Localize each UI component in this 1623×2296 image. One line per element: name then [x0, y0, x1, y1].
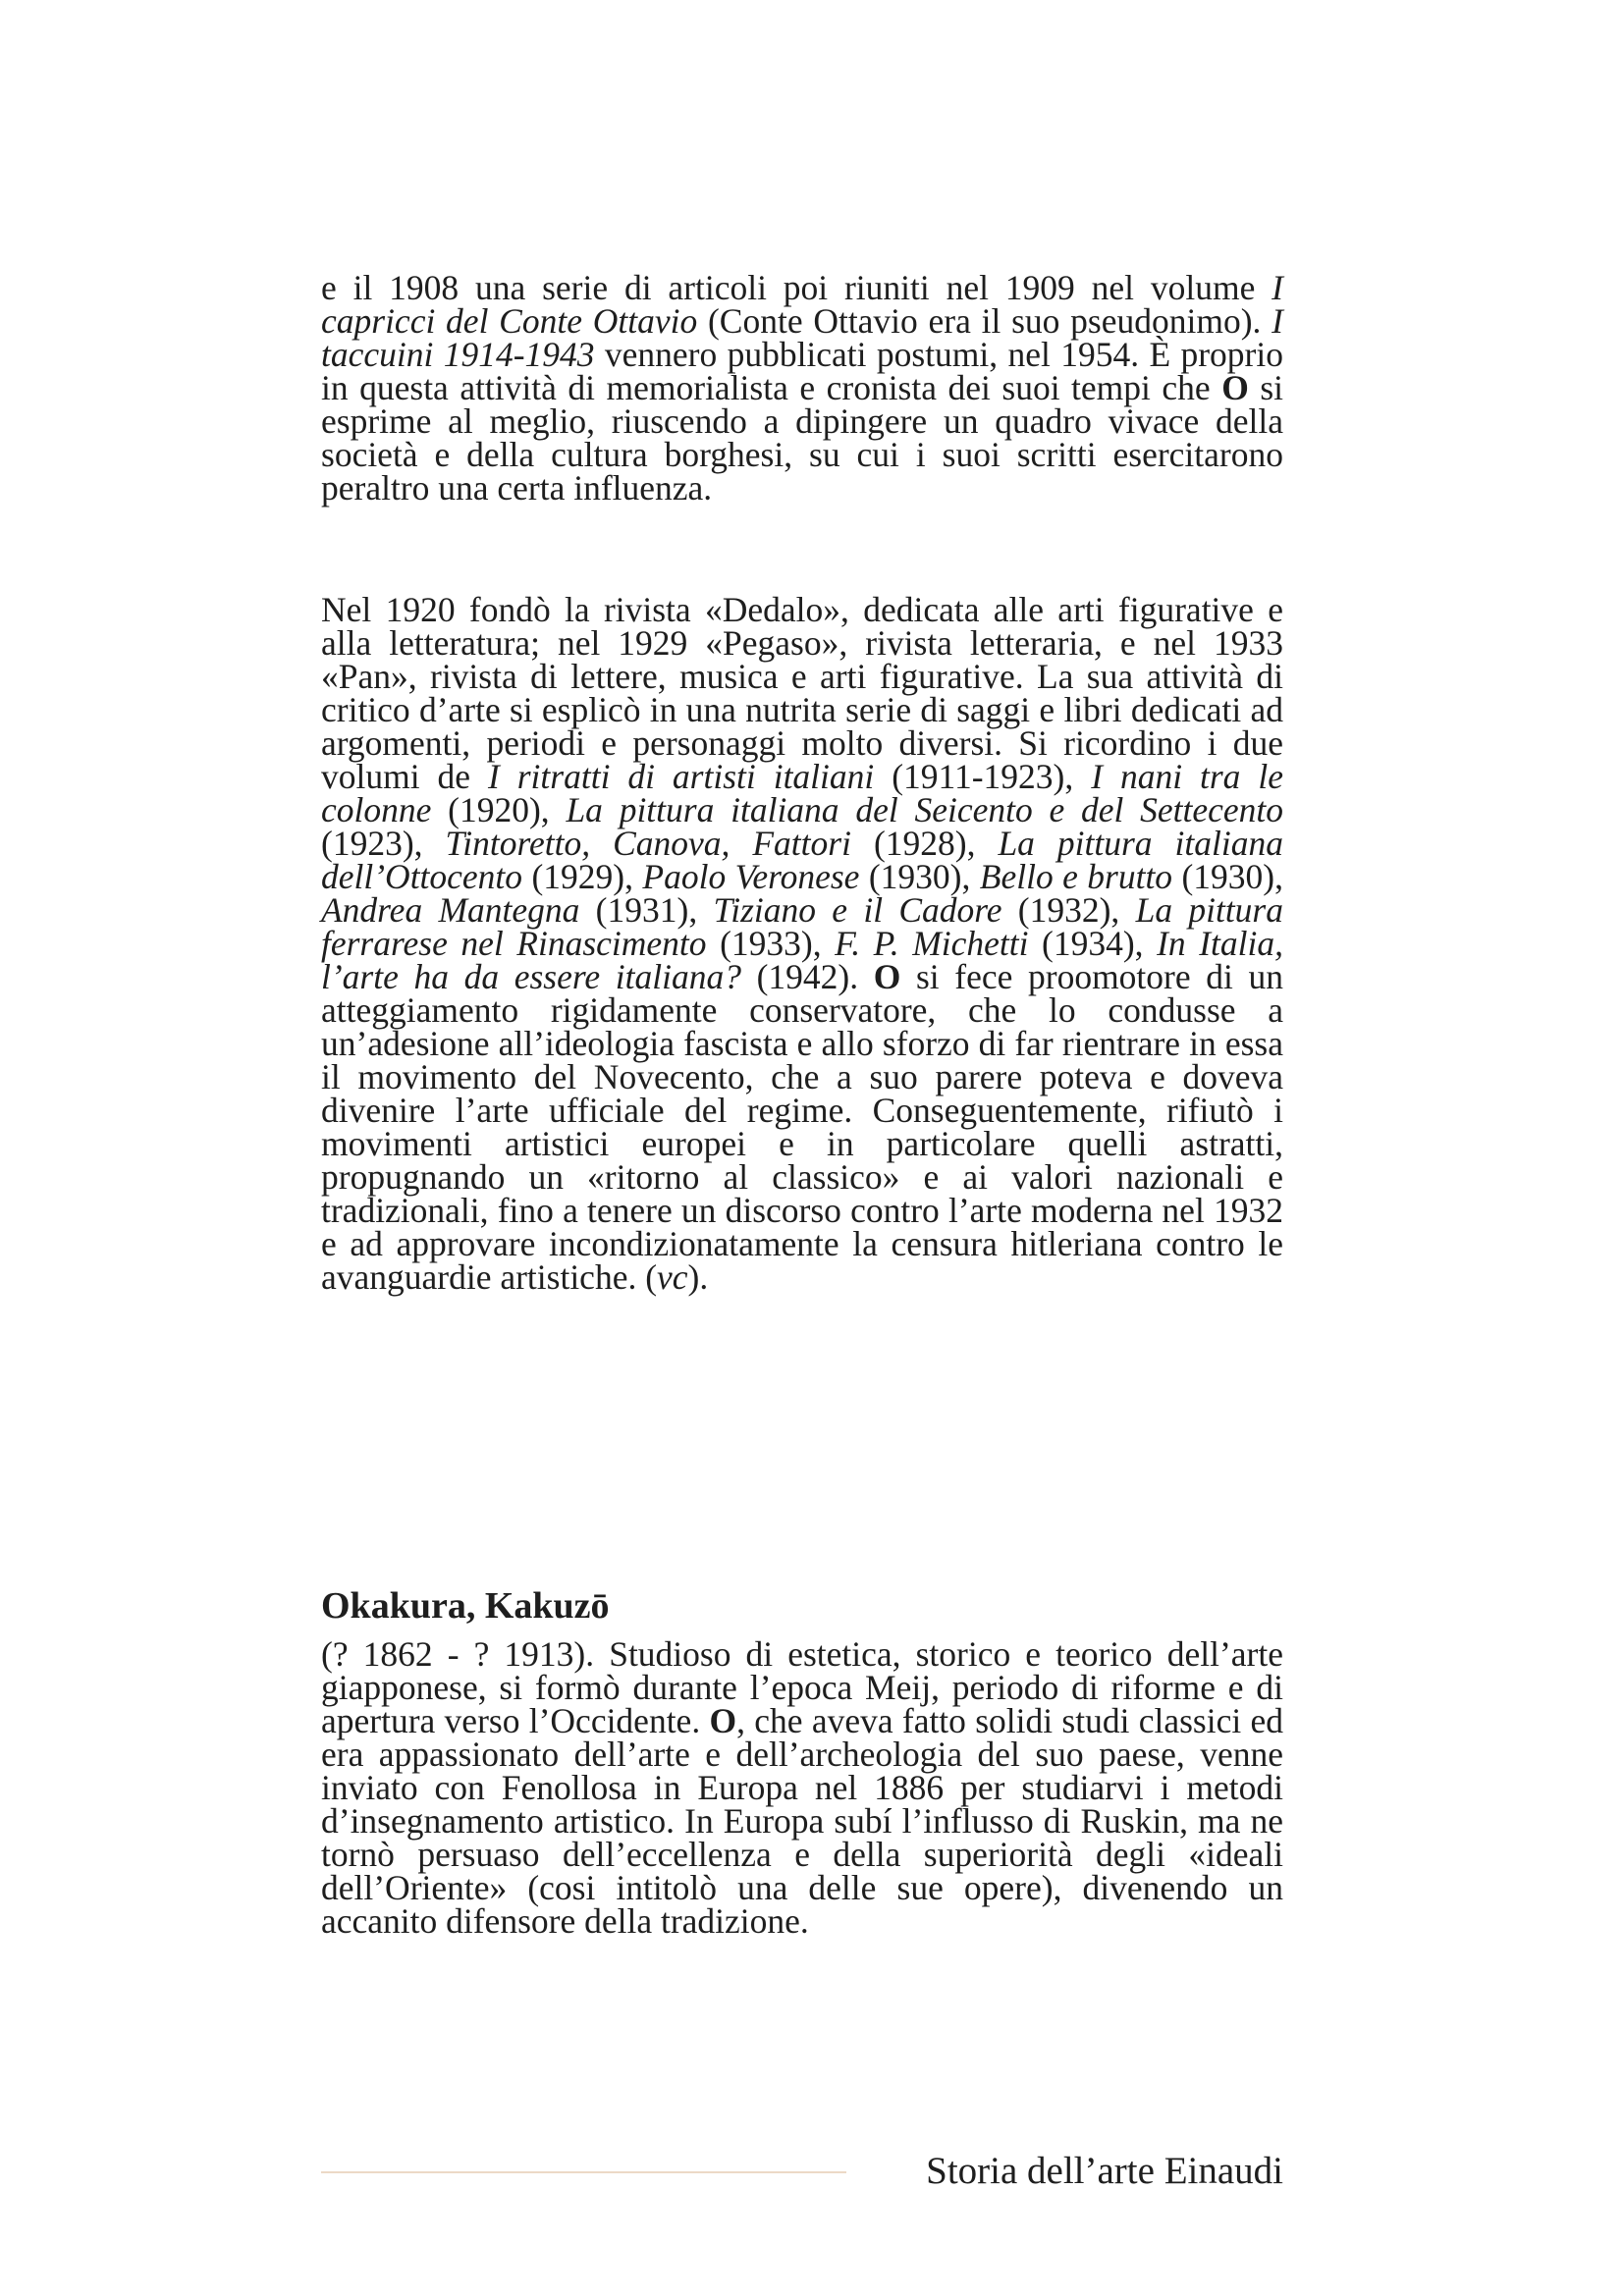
- text-run: (1928),: [850, 824, 999, 863]
- text-run: (Conte Ottavio era il suo pseudonimo).: [697, 301, 1272, 341]
- text-run: (1942).: [740, 957, 874, 996]
- italic-title: La pittura italiana dell’Ottocento: [321, 824, 1283, 896]
- text-run: (1934),: [1028, 924, 1158, 963]
- italic-title: La pittura ferrarese nel Rinascimento: [321, 890, 1283, 963]
- text-run: (? 1862 - ? 1913). Studioso di estetica, storico e teorico dell’arte giapponese, si formò durante l’epoca Meij, periodo di riforme e di apertura verso l’Occidente.: [321, 1634, 1283, 1740]
- text-run: e il 1908 una serie di articoli poi riuniti nel 1909 nel volume: [321, 268, 1272, 307]
- text-block-1: [321, 268, 1283, 507]
- italic-title: I capricci del Conte Ottavio: [321, 268, 1283, 341]
- text-run: ).: [687, 1257, 709, 1297]
- italic-title: Paolo Veronese: [642, 857, 860, 896]
- paragraph: [321, 590, 1283, 1297]
- text-run: (1920),: [431, 790, 567, 829]
- italic-title: Bello e brutto: [979, 857, 1173, 896]
- italic-title: Andrea Mantegna: [321, 890, 580, 930]
- footer-rule: [321, 2171, 846, 2173]
- italic-title: I nani tra le colonne: [321, 757, 1283, 829]
- text-run: (1929),: [522, 857, 643, 896]
- italic-title: Tintoretto, Canova, Fattori: [445, 824, 851, 863]
- italic-title: F. P. Michetti: [835, 924, 1029, 963]
- text-run: (1930),: [1172, 857, 1283, 896]
- italic-title: I ritratti di artisti italiani: [487, 757, 875, 796]
- text-block-2: [321, 590, 1283, 1297]
- footer-title: Storia dell’arte Einaudi: [926, 2150, 1283, 2192]
- subject-initial: O: [709, 1701, 737, 1740]
- italic-title: Tiziano e il Cadore: [713, 890, 1002, 930]
- text-run: si fece proomotore di un atteggiamento rigidamente conservatore, che lo condusse a un’adesione all’ideologia fascista e allo sforzo di far rientrare in essa il movimento del Novecento, che a suo parere poteva e doveva divenire l’arte ufficiale del regime. Conseguentemente, rifiutò i movimenti artistici europei e in particolare quelli astratti, propugnando un «ritorno al classico» e ai valori nazionali e tradizionali, fino a tenere un discorso contro l’arte moderna nel 1932 e ad approvare incondizionatamente la censura hitleriana contro le avanguardie artistiche. (: [321, 957, 1283, 1297]
- paragraph: [321, 268, 1283, 507]
- text-run: (1923),: [321, 824, 446, 863]
- text-run: (1932),: [1001, 890, 1136, 930]
- text-run: , che aveva fatto solidi studi classici ed era appassionato dell’arte e dell’archeologia del suo paese, venne inviato con Fenollosa in Europa nel 1886 per studiarvi i metodi d’insegnamento artistico. In Europa subí l’influsso di Ruskin, ma ne tornò persuaso dell’eccellenza e della superiorità degli «ideali dell’Oriente» (cosi intitolò una delle sue opere), divenendo un accanito difensore della tradizione.: [321, 1701, 1284, 1941]
- text-run: si esprime al meglio, riuscendo a dipingere un quadro vivace della società e della cultura borghesi, su cui i suoi scritti esercitarono peraltro una certa influenza.: [321, 368, 1283, 507]
- text-run: (1911-1923),: [874, 757, 1092, 796]
- entry-heading: Okakura, Kakuzō: [321, 1585, 610, 1627]
- text-run: (1930),: [859, 857, 980, 896]
- italic-title: vc: [657, 1257, 688, 1297]
- subject-initial: O: [1221, 368, 1249, 407]
- text-run: (1931),: [579, 890, 714, 930]
- italic-title: In Italia, l’arte ha da essere italiana?: [321, 924, 1283, 996]
- text-run: vennero pubblicati postumi, nel 1954. È proprio in questa attività di memorialista e cronista dei suoi tempi che: [321, 335, 1283, 407]
- italic-title: La pittura italiana del Seicento e del Settecento: [566, 790, 1283, 829]
- text-run: Nel 1920 fondò la rivista «Dedalo», dedicata alle arti figurative e alla letteratura; nel 1929 «Pegaso», rivista letteraria, e nel 1933 «Pan», rivista di lettere, musica e arti figurative. La sua attività di critico d’arte si esplicò in una nutrita serie di saggi e libri dedicati ad argomenti, periodi e personaggi molto diversi. Si ricordino i due volumi de: [321, 590, 1283, 796]
- text-run: (1933),: [706, 924, 836, 963]
- italic-title: I taccuini 1914-1943: [321, 301, 1283, 374]
- subject-initial: O: [873, 957, 901, 996]
- entry-body: [321, 1634, 1284, 1941]
- paragraph: [321, 1634, 1284, 1941]
